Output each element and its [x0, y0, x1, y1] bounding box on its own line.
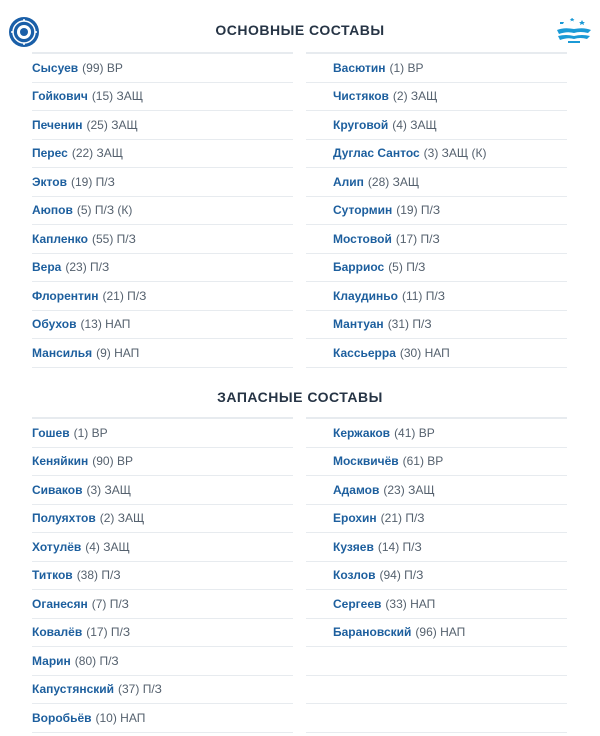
player-row	[306, 168, 567, 197]
player-name[interactable]: Ерохин	[333, 511, 377, 526]
player-row	[32, 619, 293, 648]
player-row	[306, 83, 567, 112]
player-name[interactable]: Мантуан	[333, 317, 384, 332]
player-detail: (21) П/З	[380, 511, 425, 526]
player-row	[32, 254, 293, 283]
player-row	[306, 505, 567, 534]
player-detail: (9) НАП	[96, 345, 140, 360]
player-detail: (4) ЗАЩ	[392, 117, 437, 132]
player-row	[306, 111, 567, 140]
player-detail: (3) ЗАЩ (К)	[423, 146, 487, 161]
player-detail: (33) НАП	[385, 596, 436, 611]
player-name[interactable]: Круговой	[333, 117, 389, 132]
player-detail: (11) П/З	[401, 288, 445, 303]
player-name[interactable]: Капустянский	[32, 682, 115, 697]
player-row	[32, 311, 293, 340]
player-detail: (4) ЗАЩ	[85, 539, 130, 554]
player-detail: (13) НАП	[80, 317, 131, 332]
player-row	[306, 448, 567, 477]
player-row	[306, 562, 567, 591]
player-name[interactable]: Сысуев	[32, 60, 79, 75]
player-name[interactable]: Капленко	[32, 231, 88, 246]
player-row	[306, 619, 567, 648]
player-row	[32, 476, 293, 505]
player-detail: (17) П/З	[395, 231, 440, 246]
player-detail: (21) П/З	[102, 288, 147, 303]
player-name[interactable]: Гойкович	[32, 89, 88, 104]
player-row	[32, 225, 293, 254]
player-row	[32, 197, 293, 226]
player-detail: (94) П/З	[379, 568, 424, 583]
player-name[interactable]: Васютин	[333, 60, 386, 75]
player-row	[32, 83, 293, 112]
player-row	[306, 311, 567, 340]
player-name[interactable]: Барановский	[333, 625, 412, 640]
player-detail: (14) П/З	[377, 539, 422, 554]
subs-title: ЗАПАСНЫЕ СОСТАВЫ	[217, 389, 383, 405]
player-row	[306, 54, 567, 83]
player-row	[306, 282, 567, 311]
player-row	[32, 339, 293, 368]
empty-row	[306, 704, 567, 733]
player-detail: (96) НАП	[415, 625, 466, 640]
player-detail: (15) ЗАЩ	[91, 89, 143, 104]
player-row	[32, 419, 293, 448]
player-detail: (61) ВР	[402, 454, 444, 469]
player-row	[32, 140, 293, 169]
player-name[interactable]: Чистяков	[333, 89, 389, 104]
player-name[interactable]: Эктов	[32, 174, 67, 189]
player-row	[32, 590, 293, 619]
player-detail: (19) П/З	[396, 203, 441, 218]
player-row	[306, 225, 567, 254]
player-detail: (22) ЗАЩ	[71, 146, 124, 161]
player-name[interactable]: Сиваков	[32, 482, 83, 497]
player-name[interactable]: Полуяхтов	[32, 511, 96, 526]
starters-left-team	[32, 54, 293, 368]
player-detail: (30) НАП	[399, 345, 450, 360]
player-row	[32, 676, 293, 705]
player-name[interactable]: Хотулёв	[32, 539, 82, 554]
player-detail: (5) П/З (К)	[76, 203, 133, 218]
player-name[interactable]: Клаудиньо	[333, 288, 398, 303]
player-name[interactable]: Кузяев	[333, 539, 374, 554]
player-row	[32, 505, 293, 534]
player-detail: (25) ЗАЩ	[86, 117, 138, 132]
player-name[interactable]: Оганесян	[32, 596, 88, 611]
player-name[interactable]: Воробьёв	[32, 710, 92, 725]
player-name[interactable]: Печенин	[32, 117, 83, 132]
player-row	[306, 590, 567, 619]
player-name[interactable]: Кассьерра	[333, 345, 396, 360]
player-detail: (38) П/З	[76, 568, 121, 583]
player-name[interactable]: Флорентин	[32, 288, 99, 303]
player-detail: (37) П/З	[118, 682, 162, 697]
player-row	[32, 704, 293, 733]
player-detail: (7) П/З	[91, 596, 129, 611]
player-row	[306, 533, 567, 562]
player-name[interactable]: Ковалёв	[32, 625, 83, 640]
player-row	[306, 339, 567, 368]
starters-right-team	[306, 54, 567, 368]
player-row	[32, 111, 293, 140]
player-name[interactable]: Вера	[32, 260, 62, 275]
player-row	[32, 54, 293, 83]
player-name[interactable]: Алип	[333, 174, 364, 189]
player-detail: (3) ЗАЩ	[86, 482, 132, 497]
player-detail: (5) П/З	[388, 260, 426, 275]
subs-left-team	[32, 419, 293, 733]
player-name[interactable]: Мостовой	[333, 231, 392, 246]
player-name[interactable]: Адамов	[333, 482, 380, 497]
player-detail: (23) ЗАЩ	[383, 482, 435, 497]
player-detail: (90) ВР	[92, 454, 133, 469]
player-detail: (2) ЗАЩ	[99, 511, 145, 526]
player-row	[32, 282, 293, 311]
player-detail: (80) П/З	[74, 653, 119, 668]
player-detail: (99) ВР	[82, 60, 123, 75]
player-row	[306, 476, 567, 505]
player-name[interactable]: Сутормин	[333, 203, 393, 218]
player-name[interactable]: Мансилья	[32, 345, 93, 360]
player-detail: (2) ЗАЩ	[392, 89, 438, 104]
player-row	[306, 254, 567, 283]
player-row	[306, 140, 567, 169]
player-detail: (41) ВР	[394, 425, 435, 440]
player-name[interactable]: Марин	[32, 653, 71, 668]
starters-title: ОСНОВНЫЕ СОСТАВЫ	[215, 22, 385, 38]
player-name[interactable]: Перес	[32, 146, 68, 161]
player-detail: (55) П/З	[91, 231, 136, 246]
player-name[interactable]: Козлов	[333, 568, 376, 583]
player-detail: (19) П/З	[70, 174, 115, 189]
subs-right-team	[306, 419, 567, 733]
player-name[interactable]: Кеняйкин	[32, 454, 89, 469]
player-name[interactable]: Титков	[32, 568, 73, 583]
player-name[interactable]: Сергеев	[333, 596, 382, 611]
empty-row	[306, 647, 567, 676]
player-name[interactable]: Аюпов	[32, 203, 73, 218]
player-row	[306, 419, 567, 448]
player-name[interactable]: Кержаков	[333, 425, 391, 440]
player-row	[32, 448, 293, 477]
player-detail: (28) ЗАЩ	[367, 174, 420, 189]
player-name[interactable]: Барриос	[333, 260, 385, 275]
player-detail: (1) ВР	[389, 60, 424, 75]
player-row	[32, 533, 293, 562]
player-row	[306, 197, 567, 226]
player-row	[32, 562, 293, 591]
player-detail: (17) П/З	[86, 625, 131, 640]
player-detail: (1) ВР	[73, 425, 108, 440]
player-name[interactable]: Москвичёв	[333, 454, 399, 469]
player-name[interactable]: Дуглас Сантос	[333, 146, 420, 161]
empty-row	[306, 676, 567, 705]
player-name[interactable]: Гошев	[32, 425, 70, 440]
player-name[interactable]: Обухов	[32, 317, 77, 332]
player-row	[32, 168, 293, 197]
player-detail: (31) П/З	[387, 317, 432, 332]
player-detail: (23) П/З	[65, 260, 110, 275]
player-detail: (10) НАП	[95, 710, 146, 725]
player-row	[32, 647, 293, 676]
